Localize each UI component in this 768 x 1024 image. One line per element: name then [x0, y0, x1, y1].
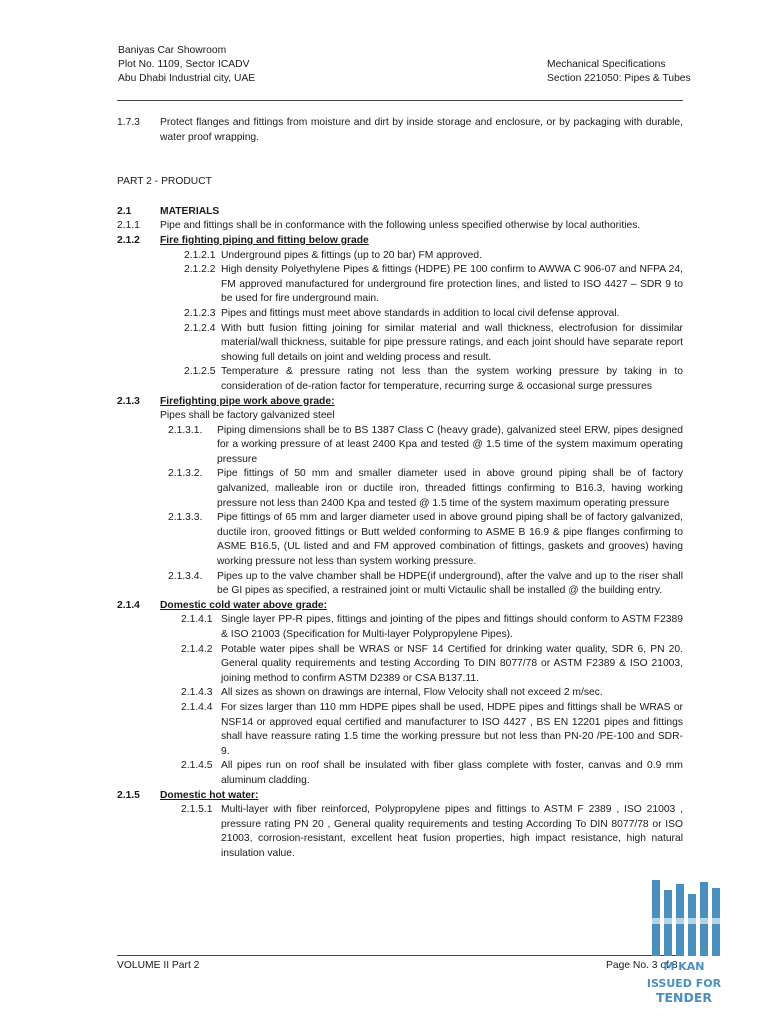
header-left [118, 44, 255, 86]
item-number: 2.1.3.1. [168, 424, 203, 436]
header-location: Abu Dhabi Industrial city, UAE [118, 73, 256, 84]
part-heading [117, 175, 683, 190]
item-text: With butt fusion fitting joining for similar material and wall thickness, electrofusion for dissimilar material/wall thickness, suitable for pipe pressure ratings, and each joint should have separate report showing full details on joint and welding process and result. [221, 322, 683, 363]
item-text: Potable water pipes shall be WRAS or NSF 14 Certified for drinking water quality, SDR 6, PN 20. General quality requirements and testing According To DIN 8077/78 or ASTM F2389 & ISO 21003, joining method to confirm ASTM D2389 or CSA B137.11. [221, 643, 683, 684]
item-number: 2.1.5.1 [181, 804, 213, 816]
item-text: Pipe fittings of 65 mm and larger diameter used in above ground piping shall be of factory galvanized, ductile iron, grooved fittings or Butt welded conforming to ASME B 16.9 & pipe flanges confirming to ASME B16.5, (UL listed and and FM approved combination of fittings, gaskets and grooves) having working pressure not less than system working pressure. [217, 512, 683, 568]
item-number: 2.1.2.3 [184, 307, 216, 319]
list-item [117, 701, 683, 759]
clause-title: Domestic cold water above grade: [160, 599, 328, 611]
stamp-brand: M KAN [663, 960, 705, 973]
clause-number: 2.1.2 [117, 234, 140, 246]
item-number: 2.1.4.5 [181, 760, 213, 772]
clause-2-1-4 [117, 599, 683, 614]
item-text: Pipes and fittings must meet above standards in addition to local civil defense approval. [221, 307, 620, 319]
section-number: 2.1 [117, 205, 132, 217]
clause-number: 2.1.5 [117, 789, 140, 801]
item-number: 2.1.4.4 [181, 701, 213, 713]
clause-1-7-3 [117, 116, 683, 145]
list-item [117, 759, 683, 788]
clause-intro [117, 409, 683, 424]
clause-2-1-1 [117, 219, 683, 234]
clause-2-1-2 [117, 234, 683, 249]
list-item [117, 467, 683, 511]
clause-number: 1.7.3 [117, 117, 140, 128]
issued-for-tender-stamp [638, 878, 730, 1008]
clause-2-1-5 [117, 789, 683, 804]
item-text: Temperature & pressure rating not less than the system working pressure by taking in to consideration of de-ration factor for temperature, recurring surge & occasional surge pressures [221, 366, 683, 392]
header-doc-type: Mechanical Specifications [547, 59, 666, 70]
intro-text: Pipes shall be factory galvanized steel [160, 410, 335, 422]
list-item [117, 686, 683, 701]
item-text: Multi-layer with fiber reinforced, Polypropylene pipes and fittings to ASTM F 2389 , ISO 21003 , pressure rating PN 20 , General quality requirements and testing According To DIN 8077/78 or ISO 21003, corrosion-resistant, excellent heat fusion properties, high impact resistance, high natural insulation value. [221, 804, 683, 859]
clause-title: Fire fighting piping and fitting below grade [160, 234, 369, 246]
list-item [117, 643, 683, 687]
item-number: 2.1.4.3 [181, 687, 213, 699]
list-item [117, 249, 683, 264]
clause-title: Firefighting pipe work above grade: [160, 395, 335, 407]
list-item [117, 570, 683, 599]
item-text: Underground pipes & fittings (up to 20 bar) FM approved. [221, 249, 482, 261]
footer-page-number: Page No. 3 of 8 [606, 960, 678, 971]
item-number: 2.1.2.2 [184, 264, 216, 276]
header-rule [117, 100, 683, 101]
item-text: High density Polyethylene Pipes & fittings (HDPE) PE 100 confirm to AWWA C 906-07 and NFPA 24, FM approved manufactured for underground fire protection lines, and listed to ISO 4427 – SDR 9 to be used for fire underground main. [221, 264, 683, 305]
item-text: Single layer PP-R pipes, fittings and jointing of the pipes and fittings should conform to ASTM F2389 & ISO 21003 (Specification for Multi-layer Polypropylene Pipes). [221, 614, 683, 640]
item-number: 2.1.3.4. [168, 570, 203, 582]
header-section: Section 221050: Pipes & Tubes [547, 73, 691, 84]
item-number: 2.1.3.3. [168, 512, 203, 524]
item-text: All sizes as shown on drawings are internal, Flow Velocity shall not exceed 2 m/sec. [221, 687, 603, 699]
list-item [117, 365, 683, 394]
document-body [117, 116, 683, 862]
clause-text: Pipe and fittings shall be in conformance with the following unless specified otherwise by local authorities. [160, 220, 641, 232]
list-item [117, 263, 683, 307]
list-item [117, 424, 683, 468]
clause-number: 2.1.3 [117, 395, 140, 407]
clause-title: Domestic hot water: [160, 789, 259, 801]
item-number: 2.1.2.4 [184, 322, 216, 334]
item-text: For sizes larger than 110 mm HDPE pipes shall be used, HDPE pipes and fittings shall be WRAS or NSF14 or approved equal certified and manufacturer to ISO 4427 , BS EN 12201 pipes and fittings shall have reassure rating 1.5 time the working pressure but not less than PN-20 /PE-100 and SDR-9. [221, 701, 683, 757]
item-number: 2.1.3.2. [168, 468, 203, 480]
list-item [117, 511, 683, 569]
part-title: PART 2 - PRODUCT [117, 176, 212, 188]
item-text: Pipe fittings of 50 mm and smaller diameter used in above ground piping shall be of factory galvanized, malleable iron or ductile iron, threaded fittings confirming to B16.3, having working pressure not less than 2400 Kpa and tested @ 1.5 time of the system maximum operating pressure [217, 468, 683, 509]
item-number: 2.1.4.2 [181, 643, 213, 655]
section-2-1 [117, 205, 683, 220]
item-number: 2.1.4.1 [181, 614, 213, 626]
list-item [117, 322, 683, 366]
footer-rule [117, 955, 683, 956]
header-plot: Plot No. 1109, Sector ICADV [118, 59, 250, 70]
list-item [117, 803, 683, 861]
item-text: All pipes run on roof shall be insulated with fiber glass complete with foster, canvas and 0.9 mm aluminum cladding. [221, 760, 683, 786]
list-item [117, 307, 683, 322]
clause-number: 2.1.1 [117, 220, 140, 232]
item-text: Piping dimensions shall be to BS 1387 Class C (heavy grade), galvanized steel ERW, pipes designed for a working pressure of at least 2400 Kpa and tested @ 1.5 time of the system maximum operating pressure [217, 424, 683, 465]
clause-text: Protect flanges and fittings from moisture and dirt by inside storage and enclosure, or by packaging with durable, water proof wrapping. [160, 117, 683, 143]
stamp-line1: ISSUED FOR [646, 977, 722, 990]
stamp-logo-icon [648, 880, 724, 956]
list-item [117, 613, 683, 642]
header-project: Baniyas Car Showroom [118, 45, 227, 56]
item-number: 2.1.2.1 [184, 249, 216, 261]
clause-2-1-3 [117, 395, 683, 410]
header-right [547, 58, 691, 86]
clause-number: 2.1.4 [117, 599, 140, 611]
item-number: 2.1.2.5 [184, 366, 216, 378]
stamp-line2: TENDER [655, 990, 713, 1005]
section-title: MATERIALS [160, 205, 220, 217]
item-text: Pipes up to the valve chamber shall be HDPE(if underground), after the valve and up to the riser shall be GI pipes as specified, a restrained joint or multi Victaulic shall be installed @ the building entry. [217, 570, 683, 597]
footer-volume: VOLUME II Part 2 [117, 960, 200, 971]
